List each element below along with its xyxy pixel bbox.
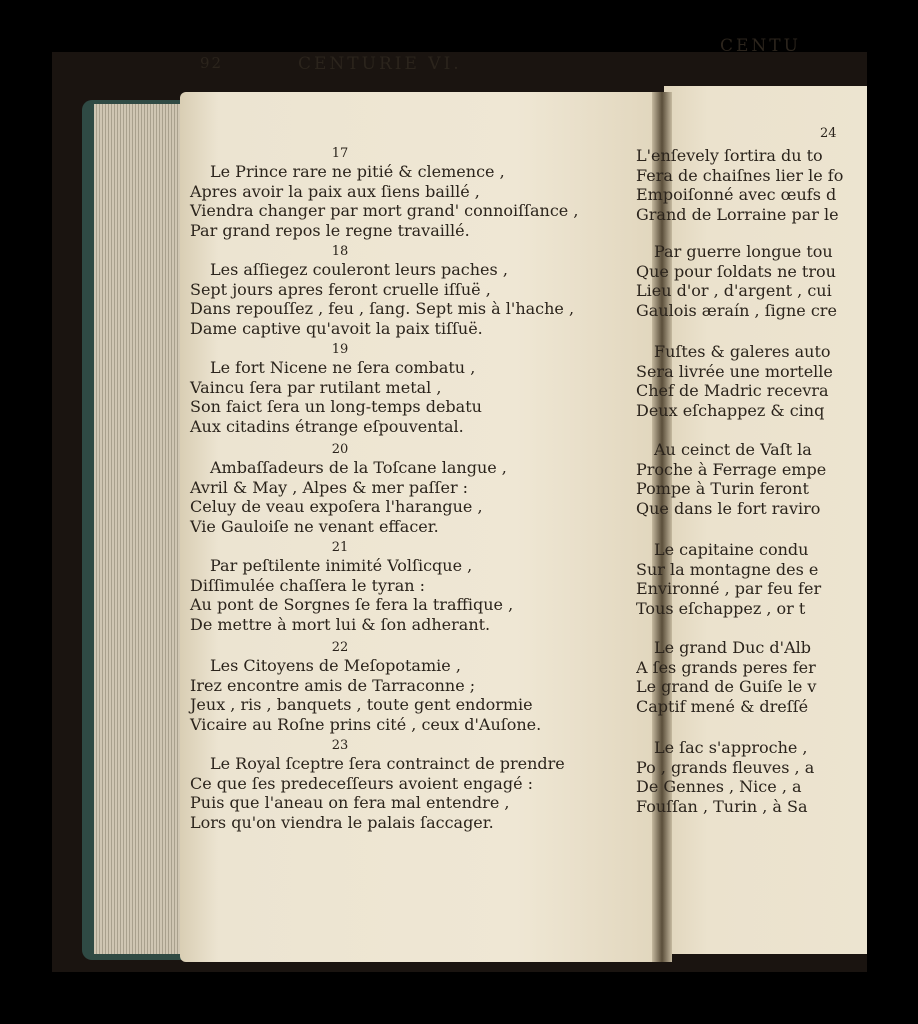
right-verse-1 xyxy=(636,242,866,320)
verse-0 xyxy=(190,146,610,240)
page-number: 92 xyxy=(200,54,224,72)
verse-line: Lieu d'or , d'argent , cui xyxy=(636,281,832,300)
verse-line: Lors qu'on viendra le palais ſaccager. xyxy=(190,812,494,832)
right-verse-2 xyxy=(636,342,866,420)
verse-line: Sept jours apres feront cruelle iſſuë , xyxy=(190,279,491,299)
verse-line: De mettre à mort lui & ſon adherant. xyxy=(190,614,491,634)
verse-line: Vaincu ſera par rutilant metal , xyxy=(190,377,442,397)
verse-line: Apres avoir la paix aux ſiens baillé , xyxy=(190,181,480,201)
verse-line: Vicaire au Roſne prins cité , ceux d'Auſone. xyxy=(190,714,542,734)
verse-number: 19 xyxy=(331,342,349,357)
right-verse-3 xyxy=(636,440,866,518)
verse-line: Le Prince rare ne pitié & clemence , xyxy=(210,162,505,181)
verse-line: Ce que ſes predeceſſeurs avoient engagé : xyxy=(190,773,534,793)
verse-5 xyxy=(190,640,610,734)
verse-line: Le capitaine condu xyxy=(654,540,809,559)
verse-line: Environné , par feu fer xyxy=(636,579,822,598)
verse-line: Puis que l'aneau on fera mal entendre , xyxy=(190,793,510,812)
verse-line: Le Royal ſceptre ſera contrainct de prendre xyxy=(210,754,565,773)
verse-line: Empoiſonné avec œufs d xyxy=(636,185,837,204)
verse-line: Jeux , ris , banquets , toute gent endormie xyxy=(190,695,533,714)
verse-line: Irez encontre amis de Tarraconne ; xyxy=(190,675,476,695)
verse-line: Chef de Madric recevra xyxy=(636,381,829,400)
verse-line: Deux eſchappez & cinq xyxy=(636,400,825,420)
verse-line: Le ſac s'approche , xyxy=(654,738,808,757)
verse-line: Dans repouſſez , feu , ſang. Sept mis à l'hache , xyxy=(190,299,575,318)
verse-line: Par grand repos le regne travaillé. xyxy=(190,220,470,240)
verse-line: Les Citoyens de Meſopotamie , xyxy=(210,656,461,675)
right-verse-4 xyxy=(636,540,866,618)
verse-line: Fera de chaiſnes lier le fo xyxy=(636,165,844,185)
verse-line: Diſſimulée chaſſera le tyran : xyxy=(190,575,426,595)
verse-line: Vie Gauloiſe ne venant effacer. xyxy=(190,516,439,536)
verse-line: L'enſevely ſortira du to xyxy=(636,146,823,165)
verse-line: Le grand de Guiſe le v xyxy=(636,677,817,696)
verse-line: Au pont de Sorgnes ſe fera la traffique , xyxy=(190,595,514,614)
page-edges xyxy=(94,104,184,954)
right-verse-number: 24 xyxy=(820,126,837,141)
verse-line: Que pour ſoldats ne trou xyxy=(636,261,836,281)
verse-line: Aux citadins étrange eſpouvental. xyxy=(190,416,464,436)
verse-number: 18 xyxy=(331,244,349,259)
verse-line: Dame captive qu'avoit la paix tiſſuë. xyxy=(190,318,483,338)
verse-line: Po , grands fleuves , a xyxy=(636,757,815,777)
verse-3 xyxy=(190,442,610,536)
verse-number: 21 xyxy=(331,540,349,555)
verse-line: Captif mené & dreſſé xyxy=(636,696,809,716)
verse-line: Le fort Nicene ne ſera combatu , xyxy=(210,358,476,377)
verse-line: Ambaſſadeurs de la Toſcane langue , xyxy=(210,458,507,477)
verse-line: Celuy de veau expoſera l'harangue , xyxy=(190,497,483,516)
verse-number: 22 xyxy=(331,640,349,655)
verse-line: Les aſſiegez couleront leurs paches , xyxy=(210,260,508,279)
verse-line: Le grand Duc d'Alb xyxy=(654,638,811,657)
verse-number: 17 xyxy=(331,146,349,161)
verse-line: Fuſtes & galeres auto xyxy=(654,342,831,361)
verse-line: Sera livrée une mortelle xyxy=(636,361,833,381)
verse-2 xyxy=(190,342,610,436)
verse-line: Fouſſan , Turin , à Sa xyxy=(636,796,808,816)
running-title: CENTURIE VI. xyxy=(298,54,462,74)
verse-line: Par guerre longue tou xyxy=(654,242,833,261)
verse-line: Viendra changer par mort grand' connoiſſance , xyxy=(190,201,579,220)
right-page-header: CENTU xyxy=(720,36,801,56)
verse-line: A ſes grands peres fer xyxy=(636,657,816,677)
verse-line: Sur la montagne des e xyxy=(636,559,819,579)
verse-line: Tous eſchappez , or t xyxy=(636,598,806,618)
verse-line: Proche à Ferrage empe xyxy=(636,459,827,479)
verse-line: Au ceinct de Vaſt la xyxy=(654,440,812,459)
verse-line: Avril & May , Alpes & mer paſſer : xyxy=(190,477,469,497)
right-verse-0 xyxy=(636,146,866,224)
verse-line: Pompe à Turin feront xyxy=(636,479,809,498)
verse-line: De Gennes , Nice , a xyxy=(636,777,802,796)
verse-line: Son faict ſera un long-temps debatu xyxy=(190,397,482,416)
verse-1 xyxy=(190,244,610,338)
verse-line: Que dans le fort raviro xyxy=(636,498,821,518)
right-verse-6 xyxy=(636,738,866,816)
verse-4 xyxy=(190,540,610,634)
right-verse-5 xyxy=(636,638,866,716)
verse-number: 23 xyxy=(331,738,349,753)
verse-number: 20 xyxy=(331,442,349,457)
verse-line: Par peſtilente inimité Volſicque , xyxy=(210,556,473,575)
verse-6 xyxy=(190,738,610,832)
verse-line: Gaulois æraín , ſigne cre xyxy=(636,300,837,320)
verse-line: Grand de Lorraine par le xyxy=(636,204,839,224)
